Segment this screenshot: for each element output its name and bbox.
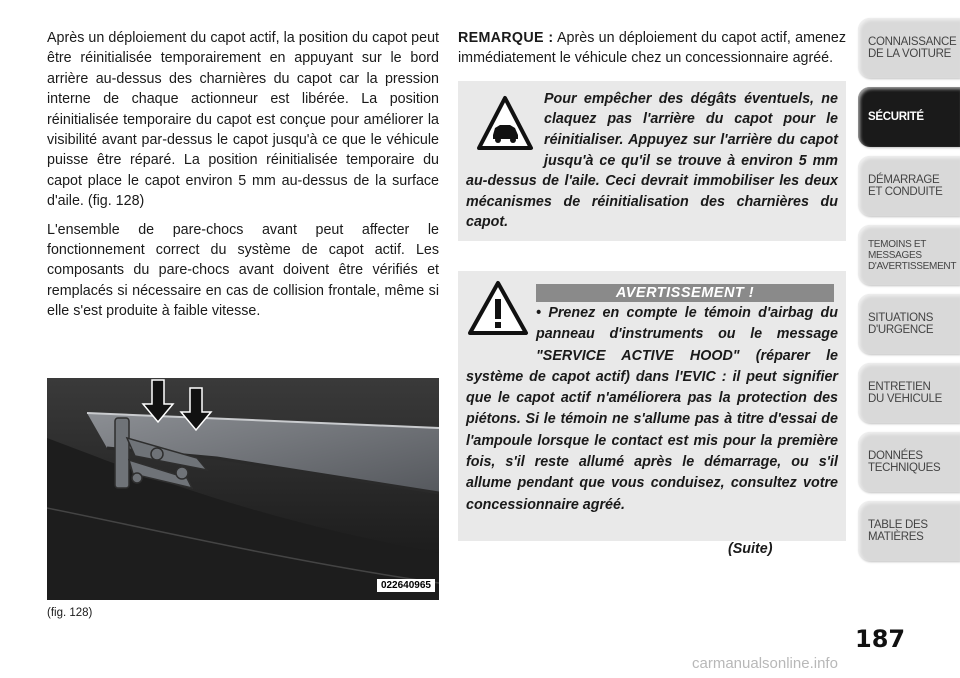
- warning-text: • Prenez en compte le témoin d'airbag du panneau d'instruments ou le message "SERVICE ACTIVE HOOD" (réparer le système de capot actif) dans l'EVIC : il peut signifier que le capot actif n'améliorera pas la protection des piétons. Si le témoin ne s'allume pas à titre d'essai de l'ampoule lorsque le contact est mis pour la première fois, s'il reste allumé après le démarrage, ou s'il allume pendant que vous conduisez, consultez votre concessionnaire agréé.: [466, 305, 838, 513]
- paragraph-hood-reset: Après un déploiement du capot actif, la position du capot peut être réinitialisée temporairement en appuyant sur le bord arrière au-dessus des charnières du capot car la pression interne de chaque actionneur est libérée. La position réinitialisée temporaire du capot est conçue pour améliorer la visibilité avant par-dessus le capot jusqu'à ce que le véhicule puisse être réparé. La position réinitialisée temporaire du capot place le capot environ 5 mm au-dessus de la surface d'aile. (fig. 128): [47, 30, 439, 210]
- left-column: [47, 28, 439, 330]
- figure-hood-hinge: [47, 378, 439, 600]
- car-caution-icon: [476, 95, 534, 153]
- remarque-text: Après un déploiement du capot actif, amenez immédiatement le véhicule chez un concessionnaire agréé.: [458, 30, 846, 67]
- tab-securite[interactable]: SÉCURITÉ: [858, 87, 960, 147]
- continued-label: (Suite): [728, 541, 773, 557]
- warning-body: [466, 303, 838, 516]
- tab-temoins[interactable]: TEMOINS ET MESSAGES D'AVERTISSEMENT: [858, 225, 960, 285]
- tab-table[interactable]: TABLE DES MATIÈRES: [858, 501, 960, 561]
- caution-text: Pour empêcher des dégâts éventuels, ne claquez pas l'arrière du capot pour le réinitialiser. Appuyez sur l'arrière du capot jusqu'à ce qu'il se trouve à environ 5 mm au-dessus de l'aile. Ceci devrait immobiliser les deux mécanismes de réinitialisation des charnières du capot.: [466, 90, 838, 231]
- hood-hinge-illustration: [47, 378, 439, 600]
- remarque-note: [458, 28, 846, 69]
- chapter-sidebar: [858, 18, 960, 570]
- tab-connaissance[interactable]: CONNAISSANCE DE LA VOITURE: [858, 18, 960, 78]
- tab-demarrage[interactable]: DÉMARRAGE ET CONDUITE: [858, 156, 960, 216]
- figure-code: 022640965: [377, 579, 435, 592]
- page-number: 187: [855, 625, 906, 653]
- tab-donnees[interactable]: DONNÉES TECHNIQUES: [858, 432, 960, 492]
- warning-title: AVERTISSEMENT !: [536, 284, 834, 302]
- figure-caption: (fig. 128): [47, 607, 93, 619]
- tab-entretien[interactable]: ENTRETIEN DU VEHICULE: [858, 363, 960, 423]
- tab-situations[interactable]: SITUATIONS D'URGENCE: [858, 294, 960, 354]
- warning-box: [458, 271, 846, 541]
- middle-column: [458, 28, 846, 241]
- paragraph-bumper: L'ensemble de pare-chocs avant peut affecter le fonctionnement correct du système de capot actif. Les composants du pare-chocs avant doivent être vérifiés et remplacés si nécessaire en cas de collision frontale, même si elle s'est produite à faible vitesse.: [47, 221, 439, 320]
- caution-box: [458, 81, 846, 241]
- remarque-label: REMARQUE :: [458, 30, 554, 46]
- watermark: carmanualsonline.info: [692, 655, 838, 672]
